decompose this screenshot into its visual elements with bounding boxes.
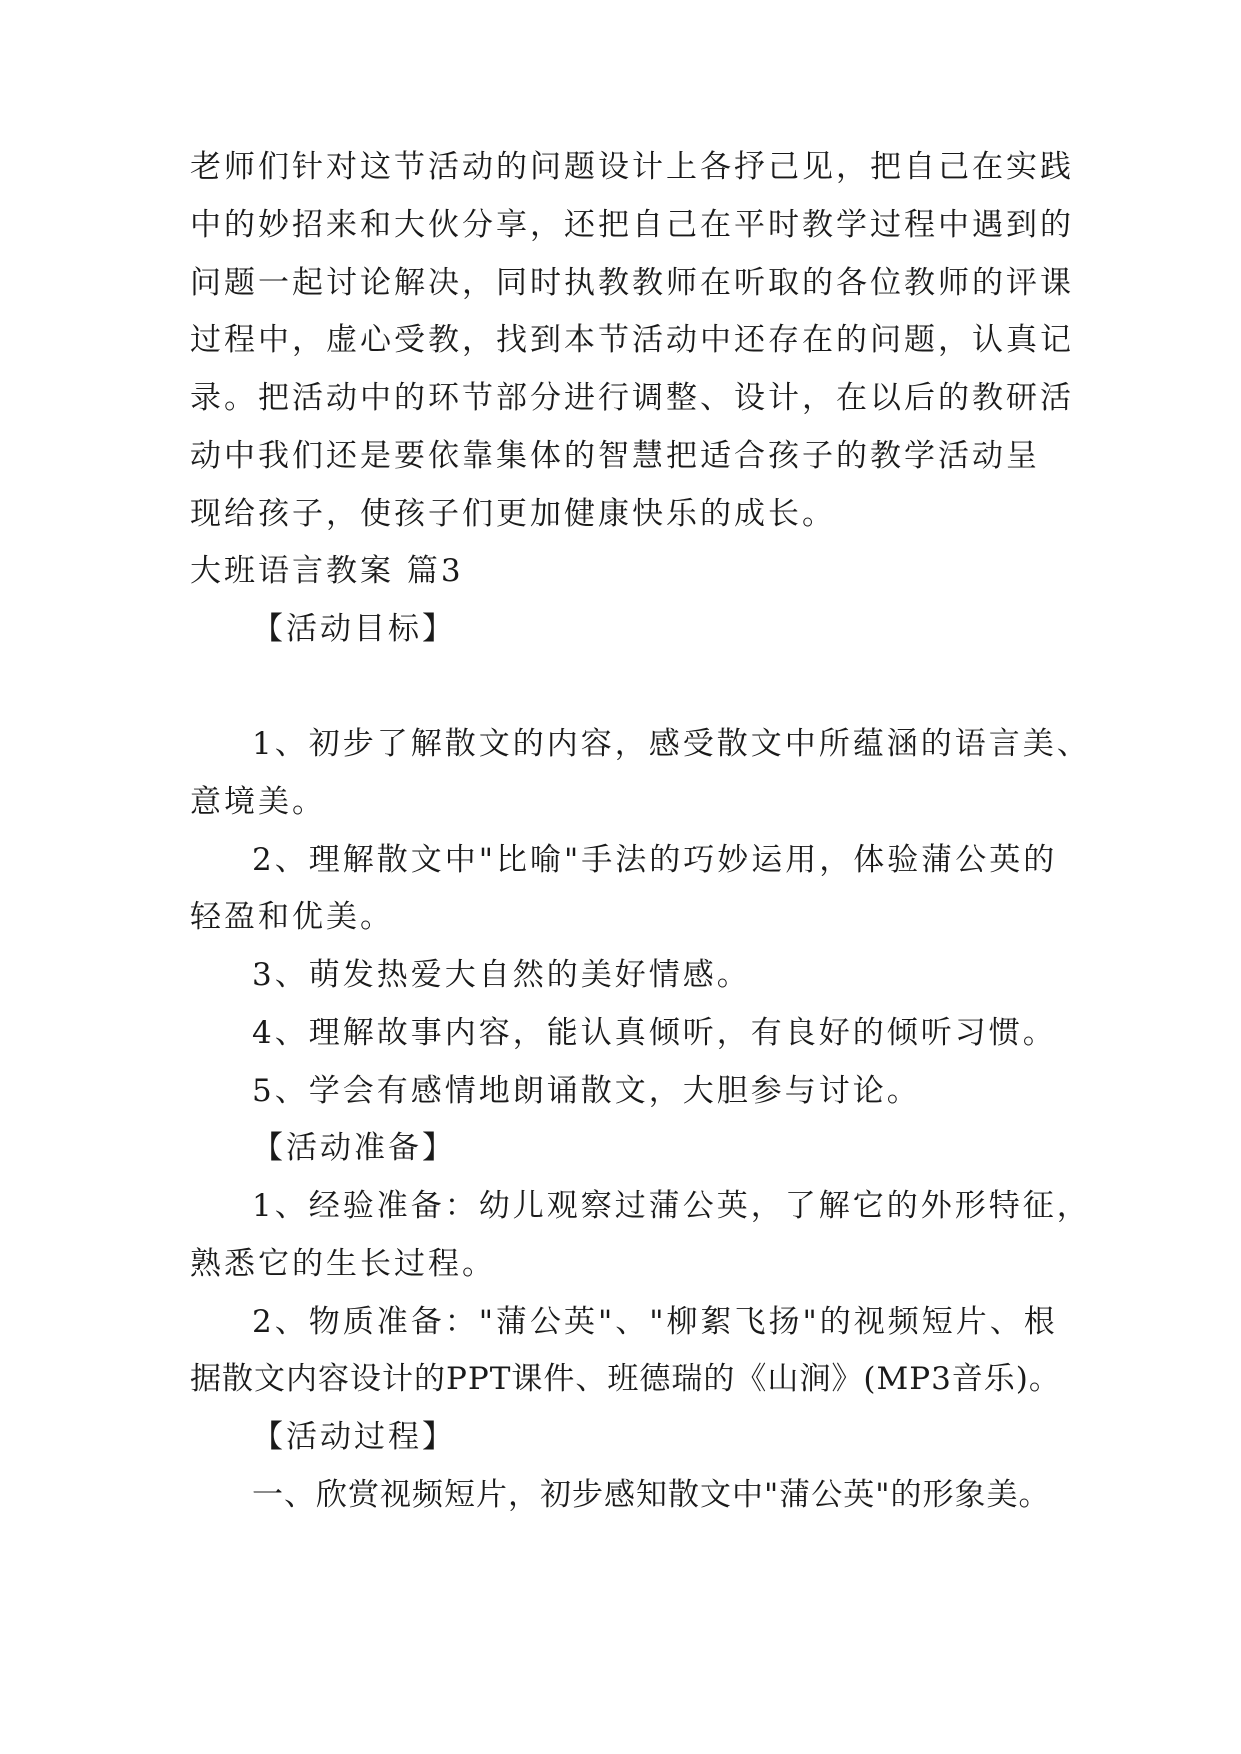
intro-line-2: 中的妙招来和大伙分享，还把自己在平时教学过程中遇到的 [190, 207, 1074, 243]
process-line-1: 一、欣赏视频短片，初步感知散文中"蒲公英"的形象美。 [252, 1477, 1051, 1513]
goal-line-2: 意境美。 [190, 784, 326, 820]
prep-line-2: 熟悉它的生长过程。 [190, 1246, 496, 1282]
goals-heading: 【活动目标】 [252, 611, 456, 647]
prep-line-1: 1、经验准备：幼儿观察过蒲公英，了解它的外形特征， [252, 1188, 1091, 1224]
intro-line-5: 录。把活动中的环节部分进行调整、设计，在以后的教研活 [190, 380, 1074, 416]
prep-line-4: 据散文内容设计的PPT课件、班德瑞的《山涧》(MP3音乐)。 [190, 1361, 1061, 1397]
goal-line-5: 3、萌发热爱大自然的美好情感。 [252, 957, 751, 993]
goal-line-4: 轻盈和优美。 [190, 899, 394, 935]
intro-line-3: 问题一起讨论解决，同时执教教师在听取的各位教师的评课 [190, 265, 1074, 301]
intro-line-7: 现给孩子，使孩子们更加健康快乐的成长。 [190, 496, 836, 532]
goal-line-1: 1、初步了解散文的内容，感受散文中所蕴涵的语言美、 [252, 726, 1091, 762]
goal-line-7: 5、学会有感情地朗诵散文，大胆参与讨论。 [252, 1073, 921, 1109]
prep-heading: 【活动准备】 [252, 1130, 456, 1166]
intro-line-6: 动中我们还是要依靠集体的智慧把适合孩子的教学活动呈 [190, 438, 1040, 474]
process-heading: 【活动过程】 [252, 1419, 456, 1455]
prep-line-3: 2、物质准备："蒲公英"、"柳絮飞扬"的视频短片、根 [252, 1304, 1058, 1340]
goal-line-3: 2、理解散文中"比喻"手法的巧妙运用，体验蒲公英的 [252, 842, 1058, 878]
intro-line-4: 过程中，虚心受教，找到本节活动中还存在的问题，认真记 [190, 322, 1074, 358]
intro-line-1: 老师们针对这节活动的问题设计上各抒己见，把自己在实践 [190, 149, 1074, 185]
goal-line-6: 4、理解故事内容，能认真倾听，有良好的倾听习惯。 [252, 1015, 1057, 1051]
section-title: 大班语言教案 篇3 [190, 553, 464, 589]
